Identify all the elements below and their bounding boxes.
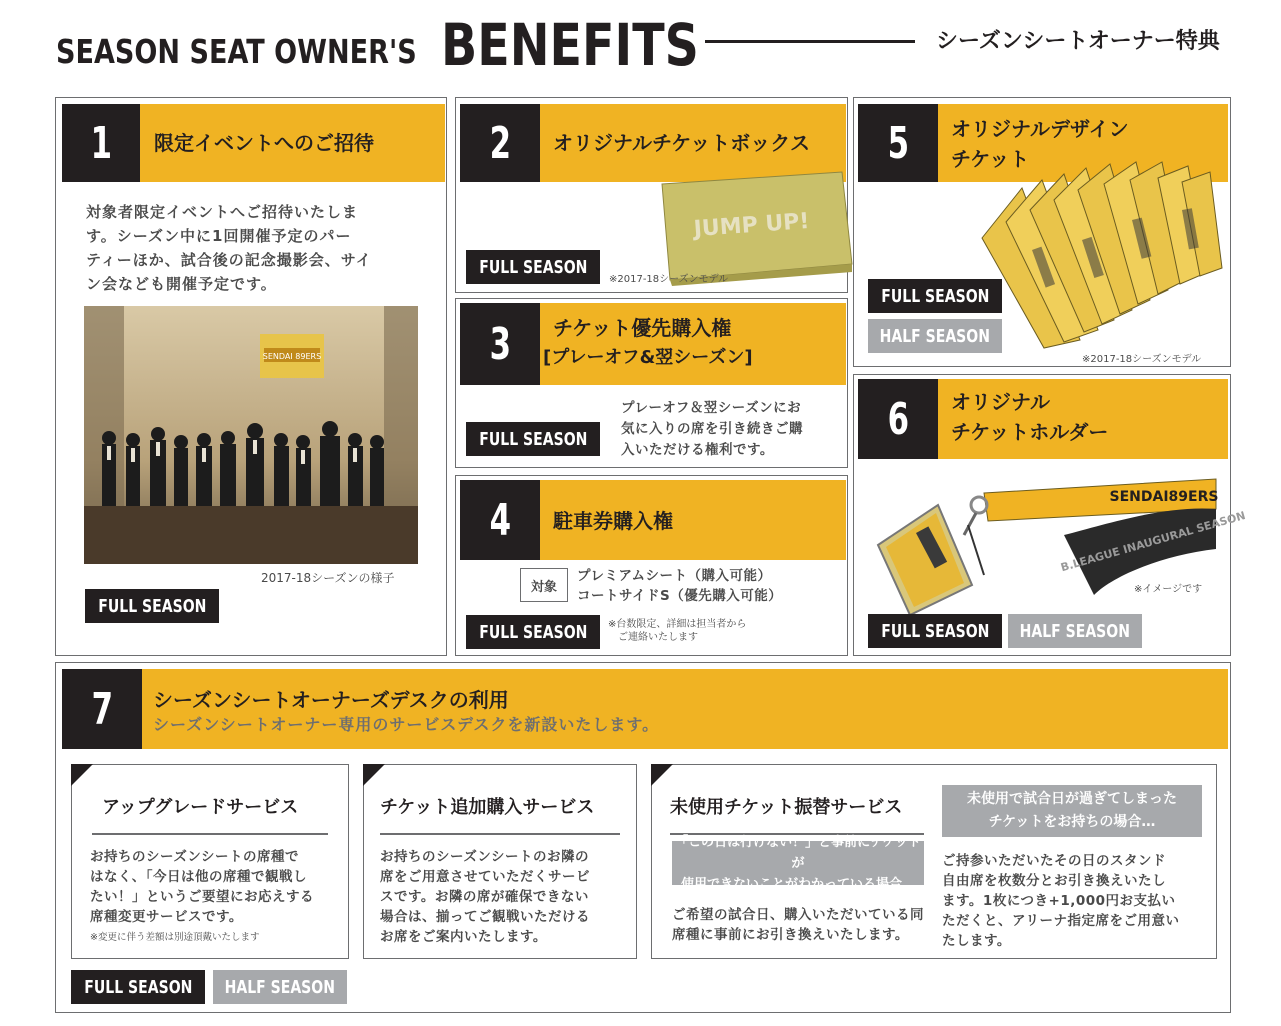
- svg-text:SENDAI89ERS: SENDAI89ERS: [1109, 489, 1219, 505]
- additional-ticket-service-title: チケット追加購入サービス: [380, 797, 595, 818]
- upgrade-service-card: [71, 764, 349, 959]
- benefit-7-full-season-badge: FULL SEASON: [71, 970, 205, 1004]
- header-divider: [705, 40, 915, 43]
- svg-text:SENDAI 89ERS: SENDAI 89ERS: [262, 352, 322, 361]
- benefit-5-half-season-badge: HALF SEASON: [868, 319, 1002, 353]
- svg-text:JUMP UP!: JUMP UP!: [692, 209, 811, 243]
- corner-mark-icon: [71, 764, 93, 786]
- ticket-exchange-after-description: ご持参いただいたその日のスタンド 自由席を枚数分とお引き換えいたし ます。1枚につき+1,000円お支払い ただくと、アリーナ指定席をご用意い たします。: [942, 853, 1180, 949]
- benefit-3-description: プレーオフ＆翌シーズンにお 気に入りの席を引き続きご購 入いただける権利です。: [621, 400, 803, 458]
- ticket-box-image: [652, 154, 857, 286]
- benefit-2-number: 2: [460, 104, 540, 182]
- benefit-6-half-season-badge: HALF SEASON: [1008, 614, 1142, 648]
- benefit-4-targets: プレミアムシート（購入可能） コートサイドS（優先購入可能）: [577, 568, 783, 604]
- benefit-7-subtitle: シーズンシートオーナー専用のサービスデスクを新設いたします。: [153, 715, 660, 734]
- benefit-3-card: [455, 298, 848, 468]
- benefit-5-full-season-badge: FULL SEASON: [868, 279, 1002, 313]
- event-photo-image: [84, 306, 418, 564]
- ticket-exchange-before-description: ご希望の試合日、購入いただいている同 席種に事前にお引き換えいたします。: [672, 907, 924, 943]
- benefit-3-full-season-badge: FULL SEASON: [466, 422, 600, 456]
- benefit-4-full-season-badge: FULL SEASON: [466, 615, 600, 649]
- benefit-3-title: チケット優先購入権: [553, 316, 732, 340]
- benefit-4-title: 駐車券購入権: [553, 509, 673, 533]
- benefit-6-number: 6: [858, 379, 938, 459]
- benefit-5-title: オリジナルデザイン: [951, 117, 1129, 141]
- additional-ticket-service-description: お持ちのシーズンシートのお隣の 席をご用意させていただくサービ スです。お隣の席が確保できない 場合は、揃ってご観戦いただける お席をご案内いたします。: [380, 849, 590, 945]
- benefit-5-note: ※2017-18シーズンモデル: [1082, 354, 1202, 365]
- benefit-1-description: 対象者限定イベントへご招待いたしま す。シーズン中に1回開催予定のパー ティーほか、試合後の記念撮影会、サイ ン会なども開催予定です。: [86, 203, 372, 293]
- divider: [92, 833, 328, 835]
- benefit-1-title: 限定イベントへのご招待: [154, 131, 374, 155]
- upgrade-service-description: お持ちのシーズンシートの席種で はなく、「今日は他の席種で観戦し たい！」というご要望にお応えする 席種変更サービスです。: [90, 849, 314, 925]
- benefit-4-target-label: 対象: [520, 568, 568, 602]
- corner-mark-icon: [363, 764, 385, 786]
- page-title: [56, 11, 756, 79]
- benefit-7-title: シーズンシートオーナーズデスクの利用: [153, 688, 509, 712]
- title-small: SEASON SEAT OWNER'S: [56, 32, 417, 71]
- svg-text:B.LEAGUE INAUGURAL SEASON: B.LEAGUE INAUGURAL SEASON: [1059, 508, 1247, 575]
- benefit-4-number: 4: [460, 480, 540, 560]
- benefit-6-note: ※イメージです: [1134, 584, 1203, 595]
- corner-mark-icon: [651, 764, 673, 786]
- benefit-7-card: [55, 662, 1231, 1013]
- ticket-exchange-case-before: 「この日は行けない！」と事前にチケットが 使用できないことがわかっている場合…: [672, 841, 924, 885]
- benefit-2-card: [455, 97, 848, 293]
- benefit-6-title-line2: チケットホルダー: [951, 420, 1109, 444]
- benefit-2-note: ※2017-18シーズンモデル: [609, 274, 729, 285]
- benefit-6-full-season-badge: FULL SEASON: [868, 614, 1002, 648]
- benefit-5-number: 5: [858, 104, 938, 182]
- benefit-7-number: 7: [62, 669, 142, 749]
- title-japanese: シーズンシートオーナー特典: [936, 29, 1220, 54]
- event-photo: [84, 306, 418, 564]
- ticket-exchange-case-after: 未使用で試合日が過ぎてしまった チケットをお持ちの場合…: [942, 785, 1202, 837]
- benefit-1-full-season-badge: FULL SEASON: [85, 589, 219, 623]
- benefit-6-title: オリジナル: [951, 390, 1050, 414]
- benefit-7-half-season-badge: HALF SEASON: [213, 970, 347, 1004]
- benefit-1-number: 1: [62, 104, 140, 182]
- additional-ticket-service-card: [363, 764, 637, 959]
- benefit-5-title-line2: チケット: [951, 147, 1030, 171]
- ticket-exchange-service-card: [651, 764, 1217, 959]
- benefit-1-card: [55, 97, 447, 656]
- tickets-image: [972, 160, 1224, 350]
- benefit-2-title: オリジナルチケットボックス: [553, 131, 810, 155]
- benefit-4-note: ※台数限定、詳細は担当者から ご連絡いたします: [608, 619, 747, 643]
- divider: [380, 833, 620, 835]
- upgrade-service-title: アップグレードサービス: [102, 797, 299, 818]
- title-big: BENEFITS: [441, 11, 699, 79]
- benefit-1-caption: 2017-18シーズンの様子: [261, 571, 395, 585]
- benefit-3-subtitle: [プレーオフ&翌シーズン]: [543, 347, 753, 368]
- benefit-2-full-season-badge: FULL SEASON: [466, 250, 600, 284]
- benefit-5-card: [853, 97, 1231, 367]
- benefit-6-card: [853, 374, 1247, 656]
- ticket-exchange-service-title: 未使用チケット振替サービス: [670, 797, 903, 818]
- benefit-3-number: 3: [460, 303, 540, 385]
- upgrade-service-note: ※変更に伴う差額は別途頂戴いたします: [90, 932, 260, 943]
- benefit-4-card: [455, 475, 848, 656]
